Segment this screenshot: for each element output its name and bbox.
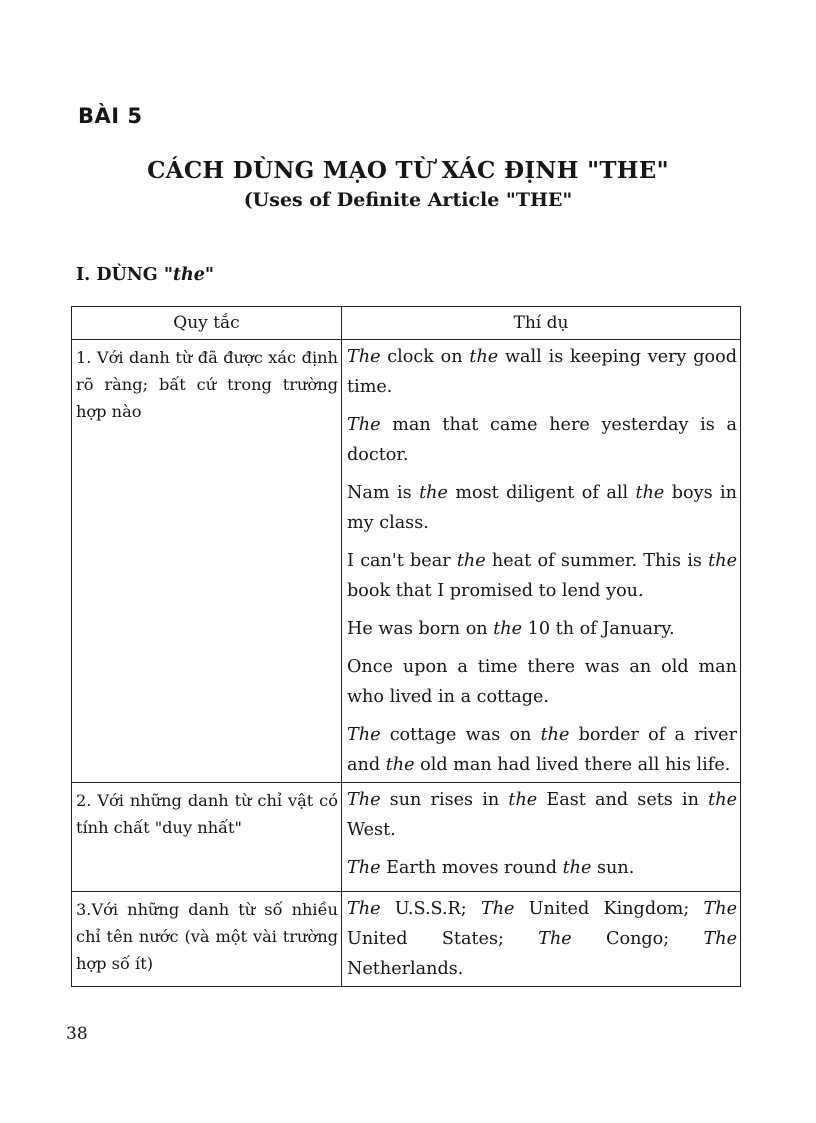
example-sentence: I can't bear the heat of summer. This is the book that I promised to lend you.	[347, 551, 737, 601]
page-number: 38	[66, 1024, 88, 1044]
section-suffix: "	[204, 265, 215, 285]
usage-table	[71, 306, 741, 987]
table-row	[72, 892, 741, 987]
table-row	[72, 783, 741, 892]
example-sentence: Once upon a time there was an old man who lived in a cottage.	[347, 657, 737, 707]
rule-text: 3.Với những danh từ số nhiều chỉ tên nước (và một vài trường hợp số ít)	[76, 900, 338, 973]
example-sentence: The U.S.S.R; The United Kingdom; The United States; The Congo; The Netherlands.	[347, 899, 737, 979]
lesson-label: BÀI 5	[78, 104, 143, 128]
example-cell	[342, 340, 741, 783]
rule-cell	[72, 340, 342, 783]
table-row	[72, 340, 741, 783]
example-sentence: The sun rises in the East and sets in the West.	[347, 790, 737, 840]
rule-cell	[72, 892, 342, 987]
section-keyword: the	[172, 265, 205, 285]
table-header-row	[72, 307, 741, 340]
example-sentence: He was born on the 10 th of January.	[347, 619, 675, 639]
page-subtitle: (Uses of Definite Article "THE"	[243, 189, 573, 211]
example-sentence: The cottage was on the border of a river and the old man had lived there all his life.	[347, 725, 737, 775]
page-title: CÁCH DÙNG MẠO TỪ XÁC ĐỊNH "THE"	[147, 157, 669, 184]
rule-text: 1. Với danh từ đã được xác định rõ ràng; bất cứ trong trường hợp nào	[76, 348, 338, 421]
example-cell	[342, 892, 741, 987]
section-heading	[76, 265, 214, 285]
example-sentence: The Earth moves round the sun.	[347, 858, 635, 878]
example-sentence: The clock on the wall is keeping very good time.	[347, 347, 737, 397]
example-sentence: The man that came here yesterday is a doctor.	[347, 415, 737, 465]
rule-text: 2. Với những danh từ chỉ vật có tính chất "duy nhất"	[76, 791, 338, 837]
example-cell	[342, 783, 741, 892]
header-rule: Quy tắc	[72, 307, 342, 340]
example-sentence: Nam is the most diligent of all the boys in my class.	[347, 483, 738, 533]
header-example: Thí dụ	[342, 307, 741, 340]
rule-cell	[72, 783, 342, 892]
section-prefix: I. DÙNG "	[76, 265, 173, 285]
